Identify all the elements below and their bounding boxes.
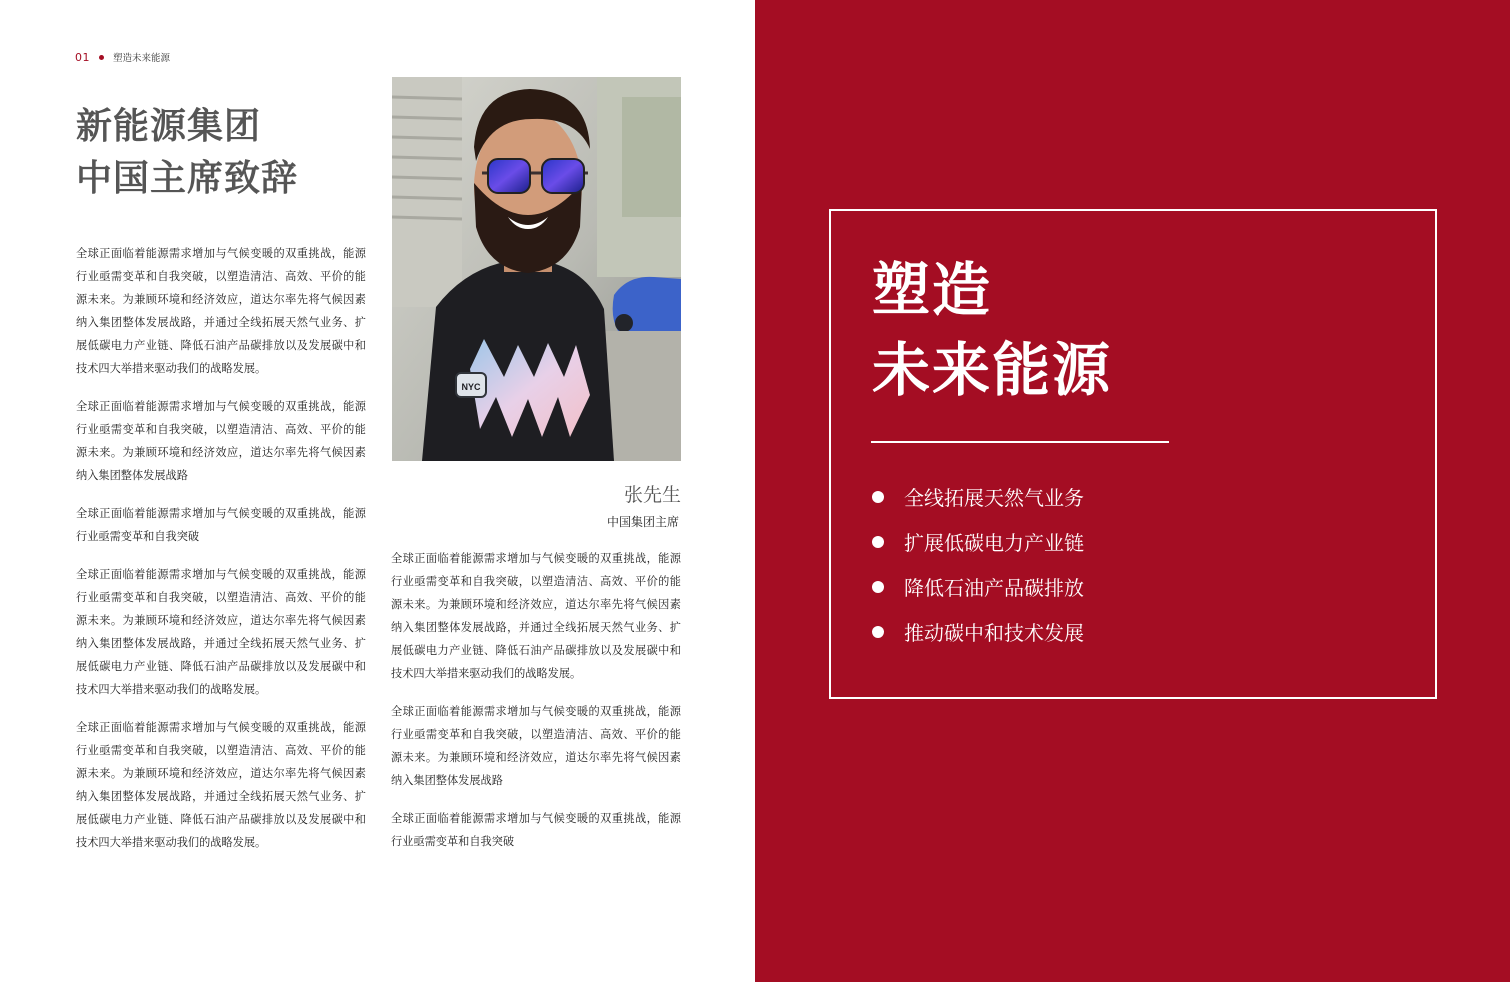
- paragraph: 全球正面临着能源需求增加与气候变暖的双重挑战，能源行业亟需变革和自我突破: [76, 507, 366, 543]
- body-column-left: [76, 242, 366, 869]
- paragraph: 全球正面临着能源需求增加与气候变暖的双重挑战，能源行业亟需变革和自我突破: [391, 812, 681, 848]
- feature-title: [872, 250, 1112, 410]
- bullet-item: [872, 519, 1084, 564]
- bullet-item: [872, 474, 1084, 519]
- bullet-text: 降低石油产品碳排放: [904, 576, 1084, 600]
- paragraph: 全球正面临着能源需求增加与气候变暖的双重挑战，能源行业亟需变革和自我突破，以塑造清洁、高效、平价的能源未来。为兼顾环境和经济效应，道达尔率先将气候因素纳入集团整体发展战路: [76, 400, 366, 482]
- paragraph: 全球正面临着能源需求增加与气候变暖的双重挑战，能源行业亟需变革和自我突破，以塑造清洁、高效、平价的能源未来。为兼顾环境和经济效应，道达尔率先将气候因素纳入集团整体发展战路: [391, 705, 681, 787]
- bullet-dot-icon: [872, 626, 884, 638]
- page-number: 01: [75, 50, 90, 64]
- feature-title-line-2: 未来能源: [872, 336, 1113, 404]
- shirt-badge-text: NYC: [461, 382, 481, 392]
- bullet-dot-icon: [872, 536, 884, 548]
- bullet-item: [872, 609, 1084, 654]
- page-title-line-2: 中国主席致辞: [76, 158, 299, 199]
- bullet-text: 扩展低碳电力产业链: [904, 531, 1084, 555]
- section-label: 塑造未来能源: [113, 53, 171, 64]
- bullet-item: [872, 564, 1084, 609]
- bullet-text: 全线拓展天然气业务: [904, 486, 1084, 510]
- feature-title-line-1: 塑造: [872, 256, 993, 324]
- header-dot-icon: [99, 55, 104, 60]
- bullet-dot-icon: [872, 491, 884, 503]
- feature-bullet-list: [872, 474, 1084, 654]
- page-title-line-1: 新能源集团: [76, 106, 262, 147]
- paragraph: 全球正面临着能源需求增加与气候变暖的双重挑战，能源行业亟需变革和自我突破，以塑造清洁、高效、平价的能源未来。为兼顾环境和经济效应，道达尔率先将气候因素纳入集团整体发展战路，并通过全线拓展天然气业务、扩展低碳电力产业链、降低石油产品碳排放以及发展碳中和技术四大举措来驱动我们的战略发展。: [76, 721, 366, 849]
- chairman-photo: [392, 77, 681, 461]
- bullet-text: 推动碳中和技术发展: [904, 621, 1084, 645]
- paragraph: 全球正面临着能源需求增加与气候变暖的双重挑战，能源行业亟需变革和自我突破，以塑造清洁、高效、平价的能源未来。为兼顾环境和经济效应，道达尔率先将气候因素纳入集团整体发展战路，并通过全线拓展天然气业务、扩展低碳电力产业链、降低石油产品碳排放以及发展碳中和技术四大举措来驱动我们的战略发展。: [391, 552, 681, 680]
- page-title: [76, 101, 376, 205]
- paragraph: 全球正面临着能源需求增加与气候变暖的双重挑战，能源行业亟需变革和自我突破，以塑造清洁、高效、平价的能源未来。为兼顾环境和经济效应，道达尔率先将气候因素纳入集团整体发展战路，并通过全线拓展天然气业务、扩展低碳电力产业链、降低石油产品碳排放以及发展碳中和技术四大举措来驱动我们的战略发展。: [76, 568, 366, 696]
- paragraph: 全球正面临着能源需求增加与气候变暖的双重挑战，能源行业亟需变革和自我突破，以塑造清洁、高效、平价的能源未来。为兼顾环境和经济效应，道达尔率先将气候因素纳入集团整体发展战路，并通过全线拓展天然气业务、扩展低碳电力产业链、降低石油产品碳排放以及发展碳中和技术四大举措来驱动我们的战略发展。: [76, 247, 366, 375]
- bullet-dot-icon: [872, 581, 884, 593]
- page-header: [75, 50, 170, 64]
- feature-divider: [871, 441, 1169, 443]
- person-name: 张先生: [623, 484, 681, 506]
- body-column-right: [391, 547, 681, 868]
- person-role: 中国集团主席: [606, 515, 679, 529]
